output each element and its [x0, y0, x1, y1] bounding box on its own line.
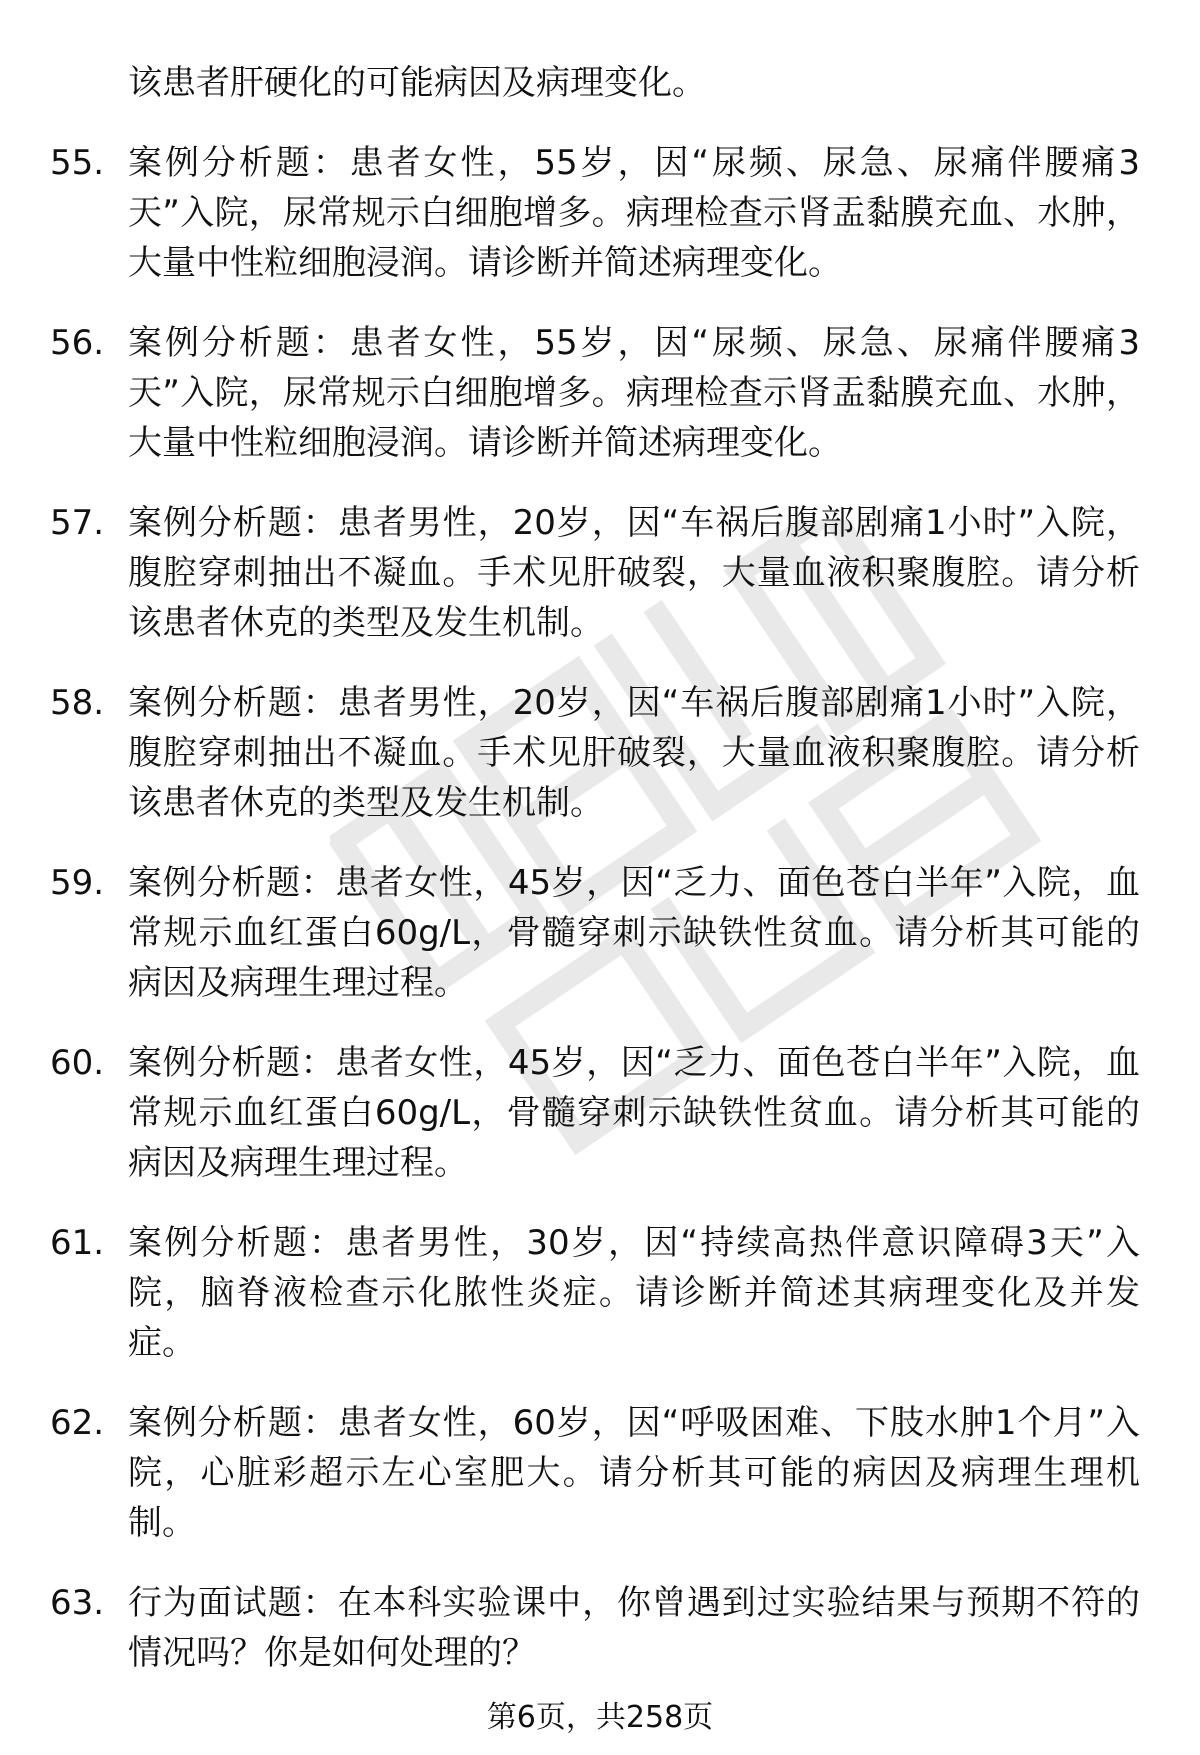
question-text: 案例分析题：患者男性，20岁，因“车祸后腹部剧痛1小时”入院，腹腔穿刺抽出不凝血。手术见肝破裂，大量血液积聚腹腔。请分析该患者休克的类型及发生机制。 [128, 683, 1140, 823]
question-number: 55. [50, 143, 105, 183]
list-item [50, 318, 1140, 468]
question-text: 案例分析题：患者女性，55岁，因“尿频、尿急、尿痛伴腰痛3天”入院，尿常规示白细胞增多。病理检查示肾盂黏膜充血、水肿，大量中性粒细胞浸润。请诊断并简述病理变化。 [128, 323, 1140, 463]
list-item [50, 1578, 1140, 1678]
list-item [50, 1218, 1140, 1368]
question-list [50, 138, 1140, 1708]
question-number: 60. [50, 1043, 105, 1083]
page-footer: 第6页，共258页 [486, 1700, 714, 1735]
question-text: 案例分析题：患者女性，55岁，因“尿频、尿急、尿痛伴腰痛3天”入院，尿常规示白细胞增多。病理检查示肾盂黏膜充血、水肿，大量中性粒细胞浸润。请诊断并简述病理变化。 [128, 143, 1140, 283]
list-item [50, 498, 1140, 648]
question-number: 62. [50, 1403, 105, 1443]
question-number: 58. [50, 683, 105, 723]
question-number: 59. [50, 863, 105, 903]
question-text: 行为面试题：在本科实验课中，你曾遇到过实验结果与预期不符的情况吗？你是如何处理的？ [128, 1583, 1140, 1673]
question-number: 61. [50, 1223, 105, 1263]
list-item [50, 858, 1140, 1008]
question-text: 案例分析题：患者女性，45岁，因“乏力、面色苍白半年”入院，血常规示血红蛋白60g/L，骨髓穿刺示缺铁性贫血。请分析其可能的病因及病理生理过程。 [128, 863, 1140, 1003]
question-number: 57. [50, 503, 105, 543]
continuation-text: 该患者肝硬化的可能病因及病理变化。 [128, 63, 706, 103]
question-text: 案例分析题：患者女性，60岁，因“呼吸困难、下肢水肿1个月”入院，心脏彩超示左心室肥大。请分析其可能的病因及病理生理机制。 [128, 1403, 1140, 1543]
question-text: 案例分析题：患者男性，20岁，因“车祸后腹部剧痛1小时”入院，腹腔穿刺抽出不凝血。手术见肝破裂，大量血液积聚腹腔。请分析该患者休克的类型及发生机制。 [128, 503, 1140, 643]
question-number: 56. [50, 323, 105, 363]
list-item [50, 1038, 1140, 1188]
question-text: 案例分析题：患者男性，30岁，因“持续高热伴意识障碍3天”入院，脑脊液检查示化脓性炎症。请诊断并简述其病理变化及并发症。 [128, 1223, 1140, 1363]
list-item [50, 678, 1140, 828]
list-item [50, 138, 1140, 288]
question-text: 案例分析题：患者女性，45岁，因“乏力、面色苍白半年”入院，血常规示血红蛋白60g/L，骨髓穿刺示缺铁性贫血。请分析其可能的病因及病理生理过程。 [128, 1043, 1140, 1183]
question-number: 63. [50, 1583, 105, 1623]
list-item [50, 1398, 1140, 1548]
